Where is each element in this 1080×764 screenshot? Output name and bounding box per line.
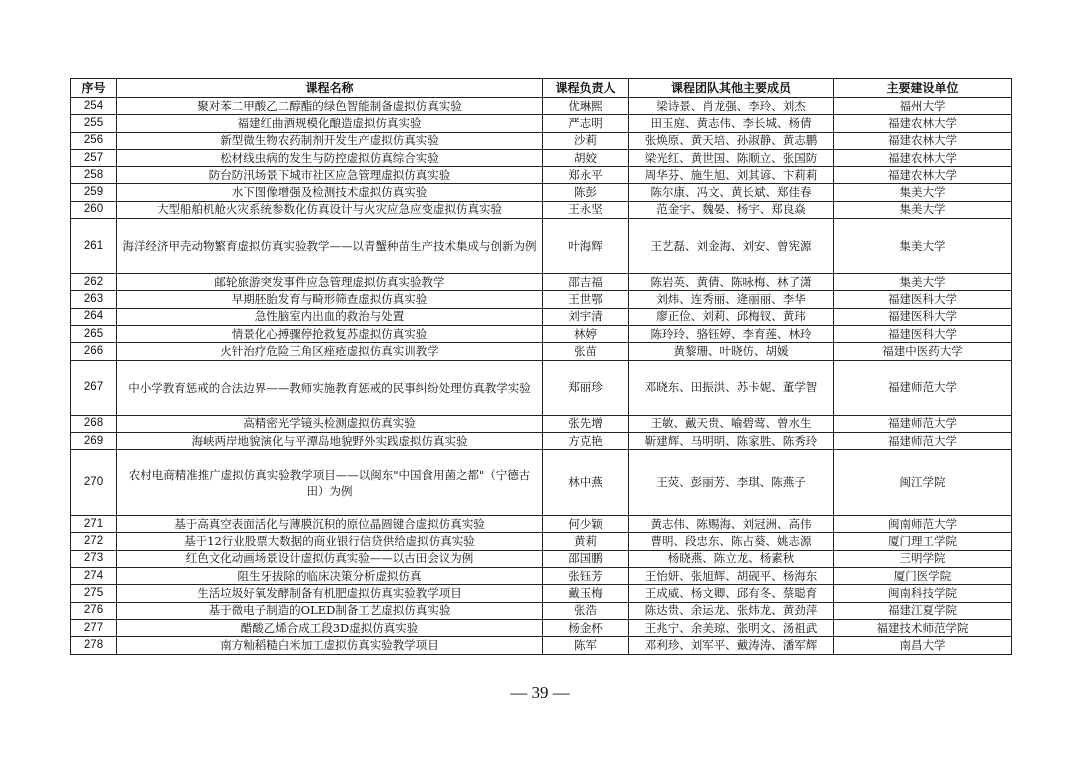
cell-members: 田玉庭、黄志伟、李长城、杨倩	[629, 115, 834, 132]
table-row	[71, 115, 1012, 132]
cell-course-name: 海峡两岸地貌演化与平潭岛地貌野外实践虚拟仿真实验	[117, 432, 543, 449]
cell-leader: 王世鄂	[543, 291, 629, 308]
table-row	[71, 550, 1012, 567]
cell-members: 陈岩英、黄倩、陈咏梅、林了潇	[629, 274, 834, 291]
cell-leader: 何少颖	[543, 516, 629, 533]
cell-members: 黄志伟、陈赐海、刘冠洲、高伟	[629, 516, 834, 533]
cell-members: 陈玲玲、骆钰婷、李育莲、林玲	[629, 325, 834, 342]
cell-index: 265	[71, 325, 117, 342]
cell-index: 268	[71, 415, 117, 432]
cell-institution: 福建江夏学院	[834, 602, 1012, 619]
cell-members: 王怡妍、张旭辉、胡砚平、杨海东	[629, 568, 834, 585]
cell-course-name: 防台防汛场景下城市社区应急管理虚拟仿真实验	[117, 167, 543, 184]
cell-index: 275	[71, 585, 117, 602]
cell-institution: 集美大学	[834, 274, 1012, 291]
cell-members: 梁光红、黄世国、陈顺立、张国防	[629, 149, 834, 166]
cell-institution: 厦门医学院	[834, 568, 1012, 585]
cell-leader: 严志明	[543, 115, 629, 132]
cell-institution: 福建农林大学	[834, 132, 1012, 149]
cell-members: 杨晓燕、陈立龙、杨素秋	[629, 550, 834, 567]
cell-institution: 福州大学	[834, 98, 1012, 115]
cell-leader: 林中燕	[543, 450, 629, 516]
cell-index: 257	[71, 149, 117, 166]
cell-members: 王成威、杨文卿、邱有冬、蔡聪育	[629, 585, 834, 602]
page-number: — 39 —	[510, 683, 570, 702]
cell-index: 256	[71, 132, 117, 149]
cell-leader: 郑永平	[543, 167, 629, 184]
cell-members: 陈尔康、冯文、黄长斌、郑佳春	[629, 184, 834, 201]
cell-leader: 张浩	[543, 602, 629, 619]
cell-course-name: 松材线虫病的发生与防控虚拟仿真综合实验	[117, 149, 543, 166]
table-row	[71, 450, 1012, 516]
table-row	[71, 602, 1012, 619]
cell-index: 274	[71, 568, 117, 585]
cell-institution: 福建医科大学	[834, 291, 1012, 308]
cell-members: 张焕原、黄天培、孙淑静、黄志鹏	[629, 132, 834, 149]
table-row	[71, 167, 1012, 184]
table-header-row	[71, 79, 1012, 98]
table-row	[71, 274, 1012, 291]
cell-leader: 叶海辉	[543, 219, 629, 274]
table-row	[71, 184, 1012, 201]
cell-members: 范金宇、魏晏、杨宇、郑良焱	[629, 201, 834, 218]
cell-leader: 王永坚	[543, 201, 629, 218]
cell-members: 王荧、彭丽芳、李琪、陈燕子	[629, 450, 834, 516]
course-table	[70, 78, 1012, 655]
cell-index: 259	[71, 184, 117, 201]
cell-institution: 闽南科技学院	[834, 585, 1012, 602]
cell-institution: 福建技术师范学院	[834, 619, 1012, 636]
table-row	[71, 98, 1012, 115]
cell-index: 262	[71, 274, 117, 291]
table-row	[71, 325, 1012, 342]
cell-index: 272	[71, 533, 117, 550]
cell-institution: 闽江学院	[834, 450, 1012, 516]
table-row	[71, 219, 1012, 274]
table-row	[71, 585, 1012, 602]
cell-members: 黄黎珊、叶晓仿、胡媛	[629, 343, 834, 360]
cell-members: 邓晓东、田振洪、苏卡妮、董学智	[629, 360, 834, 415]
cell-course-name: 大型船舶机舱火灾系统参数化仿真设计与火灾应急应变虚拟仿真实验	[117, 201, 543, 218]
table-row	[71, 432, 1012, 449]
cell-members: 梁诗景、肖龙强、李玲、刘杰	[629, 98, 834, 115]
header-team-members: 课程团队其他主要成员	[629, 79, 834, 98]
cell-course-name: 阻生牙拔除的临床决策分析虚拟仿真	[117, 568, 543, 585]
cell-members: 王兆宁、余美琼、张明文、汤祖武	[629, 619, 834, 636]
cell-leader: 陈军	[543, 637, 629, 654]
table-row	[71, 132, 1012, 149]
cell-institution: 福建医科大学	[834, 325, 1012, 342]
cell-members: 王艺磊、刘金海、刘安、曾宪源	[629, 219, 834, 274]
cell-leader: 郑丽珍	[543, 360, 629, 415]
cell-index: 266	[71, 343, 117, 360]
cell-institution: 闽南师范大学	[834, 516, 1012, 533]
cell-institution: 集美大学	[834, 219, 1012, 274]
table-row	[71, 201, 1012, 218]
cell-course-name: 水下图像增强及检测技术虚拟仿真实验	[117, 184, 543, 201]
cell-members: 靳建辉、马明明、陈家胜、陈秀玲	[629, 432, 834, 449]
cell-course-name: 南方籼稻糙白米加工虚拟仿真实验教学项目	[117, 637, 543, 654]
header-institution: 主要建设单位	[834, 79, 1012, 98]
cell-institution: 福建师范大学	[834, 432, 1012, 449]
cell-index: 261	[71, 219, 117, 274]
table-row	[71, 568, 1012, 585]
header-index: 序号	[71, 79, 117, 98]
header-course-name: 课程名称	[117, 79, 543, 98]
table-row	[71, 516, 1012, 533]
cell-course-name: 海洋经济甲壳动物繁育虚拟仿真实验教学——以青蟹种苗生产技术集成与创新为例	[117, 219, 543, 274]
cell-course-name: 聚对苯二甲酸乙二醇酯的绿色智能制备虚拟仿真实验	[117, 98, 543, 115]
cell-leader: 黄莉	[543, 533, 629, 550]
cell-leader: 方克艳	[543, 432, 629, 449]
cell-course-name: 火针治疗危险三角区痤疮虚拟仿真实训教学	[117, 343, 543, 360]
cell-course-name: 情景化心搏骤停抢救复苏虚拟仿真实验	[117, 325, 543, 342]
cell-index: 264	[71, 308, 117, 325]
cell-leader: 杨金杯	[543, 619, 629, 636]
cell-index: 255	[71, 115, 117, 132]
table-row	[71, 533, 1012, 550]
cell-institution: 南昌大学	[834, 637, 1012, 654]
cell-index: 263	[71, 291, 117, 308]
cell-course-name: 中小学教育惩戒的合法边界——教师实施教育惩戒的民事纠纷处理仿真教学实验	[117, 360, 543, 415]
cell-course-name: 高精密光学镜头检测虚拟仿真实验	[117, 415, 543, 432]
cell-course-name: 邮轮旅游突发事件应急管理虚拟仿真实验教学	[117, 274, 543, 291]
cell-members: 陈达贵、余运龙、张炜龙、黄劲萍	[629, 602, 834, 619]
cell-leader: 刘宇清	[543, 308, 629, 325]
cell-index: 271	[71, 516, 117, 533]
cell-leader: 陈彭	[543, 184, 629, 201]
cell-course-name: 醋酸乙烯合成工段3D虚拟仿真实验	[117, 619, 543, 636]
cell-leader: 邵吉福	[543, 274, 629, 291]
cell-leader: 优琳熙	[543, 98, 629, 115]
cell-institution: 三明学院	[834, 550, 1012, 567]
cell-index: 278	[71, 637, 117, 654]
cell-institution: 福建农林大学	[834, 149, 1012, 166]
cell-leader: 沙莉	[543, 132, 629, 149]
table-row	[71, 308, 1012, 325]
cell-index: 276	[71, 602, 117, 619]
cell-institution: 集美大学	[834, 184, 1012, 201]
cell-leader: 林婷	[543, 325, 629, 342]
cell-index: 258	[71, 167, 117, 184]
table-row	[71, 291, 1012, 308]
cell-members: 王敏、戴天贵、喻碧莺、曾水生	[629, 415, 834, 432]
cell-index: 273	[71, 550, 117, 567]
cell-leader: 张苗	[543, 343, 629, 360]
cell-course-name: 早期胚胎发育与畸形筛查虚拟仿真实验	[117, 291, 543, 308]
cell-members: 邓利珍、刘军平、戴涛涛、潘军辉	[629, 637, 834, 654]
cell-course-name: 基于12行业股票大数据的商业银行信贷供给虚拟仿真实验	[117, 533, 543, 550]
cell-index: 267	[71, 360, 117, 415]
cell-institution: 福建农林大学	[834, 167, 1012, 184]
cell-course-name: 基于微电子制造的OLED制备工艺虚拟仿真实验	[117, 602, 543, 619]
cell-course-name: 农村电商精准推广虚拟仿真实验教学项目——以闽东"中国食用菌之都"（宁德古田）为例	[117, 450, 543, 516]
cell-index: 277	[71, 619, 117, 636]
cell-institution: 集美大学	[834, 201, 1012, 218]
table-row	[71, 360, 1012, 415]
cell-leader: 胡姣	[543, 149, 629, 166]
header-course-leader: 课程负责人	[543, 79, 629, 98]
table-row	[71, 415, 1012, 432]
table-row	[71, 343, 1012, 360]
cell-leader: 张先增	[543, 415, 629, 432]
cell-index: 260	[71, 201, 117, 218]
cell-institution: 福建农林大学	[834, 115, 1012, 132]
cell-index: 270	[71, 450, 117, 516]
cell-course-name: 新型微生物农药制剂开发生产虚拟仿真实验	[117, 132, 543, 149]
cell-members: 曹明、段忠东、陈占葵、姚志源	[629, 533, 834, 550]
table-row	[71, 619, 1012, 636]
cell-index: 269	[71, 432, 117, 449]
cell-members: 刘炜、连秀丽、逄丽丽、李华	[629, 291, 834, 308]
cell-leader: 邵国鹏	[543, 550, 629, 567]
cell-institution: 福建师范大学	[834, 360, 1012, 415]
cell-institution: 福建中医药大学	[834, 343, 1012, 360]
cell-course-name: 基于高真空表面活化与薄膜沉积的原位晶圆键合虚拟仿真实验	[117, 516, 543, 533]
cell-course-name: 急性脑室内出血的救治与处置	[117, 308, 543, 325]
cell-leader: 戴玉梅	[543, 585, 629, 602]
cell-leader: 张钰芳	[543, 568, 629, 585]
cell-course-name: 福建红曲酒规模化酿造虚拟仿真实验	[117, 115, 543, 132]
cell-course-name: 红色文化动画场景设计虚拟仿真实验——以古田会议为例	[117, 550, 543, 567]
cell-institution: 厦门理工学院	[834, 533, 1012, 550]
cell-members: 周华芬、施生旭、刘其谚、卞莉莉	[629, 167, 834, 184]
cell-index: 254	[71, 98, 117, 115]
table-row	[71, 637, 1012, 654]
cell-course-name: 生活垃圾好氧发酵制备有机肥虚拟仿真实验教学项目	[117, 585, 543, 602]
cell-institution: 福建师范大学	[834, 415, 1012, 432]
table-row	[71, 149, 1012, 166]
cell-members: 廖正俭、刘莉、邱梅钗、黄玮	[629, 308, 834, 325]
cell-institution: 福建医科大学	[834, 308, 1012, 325]
